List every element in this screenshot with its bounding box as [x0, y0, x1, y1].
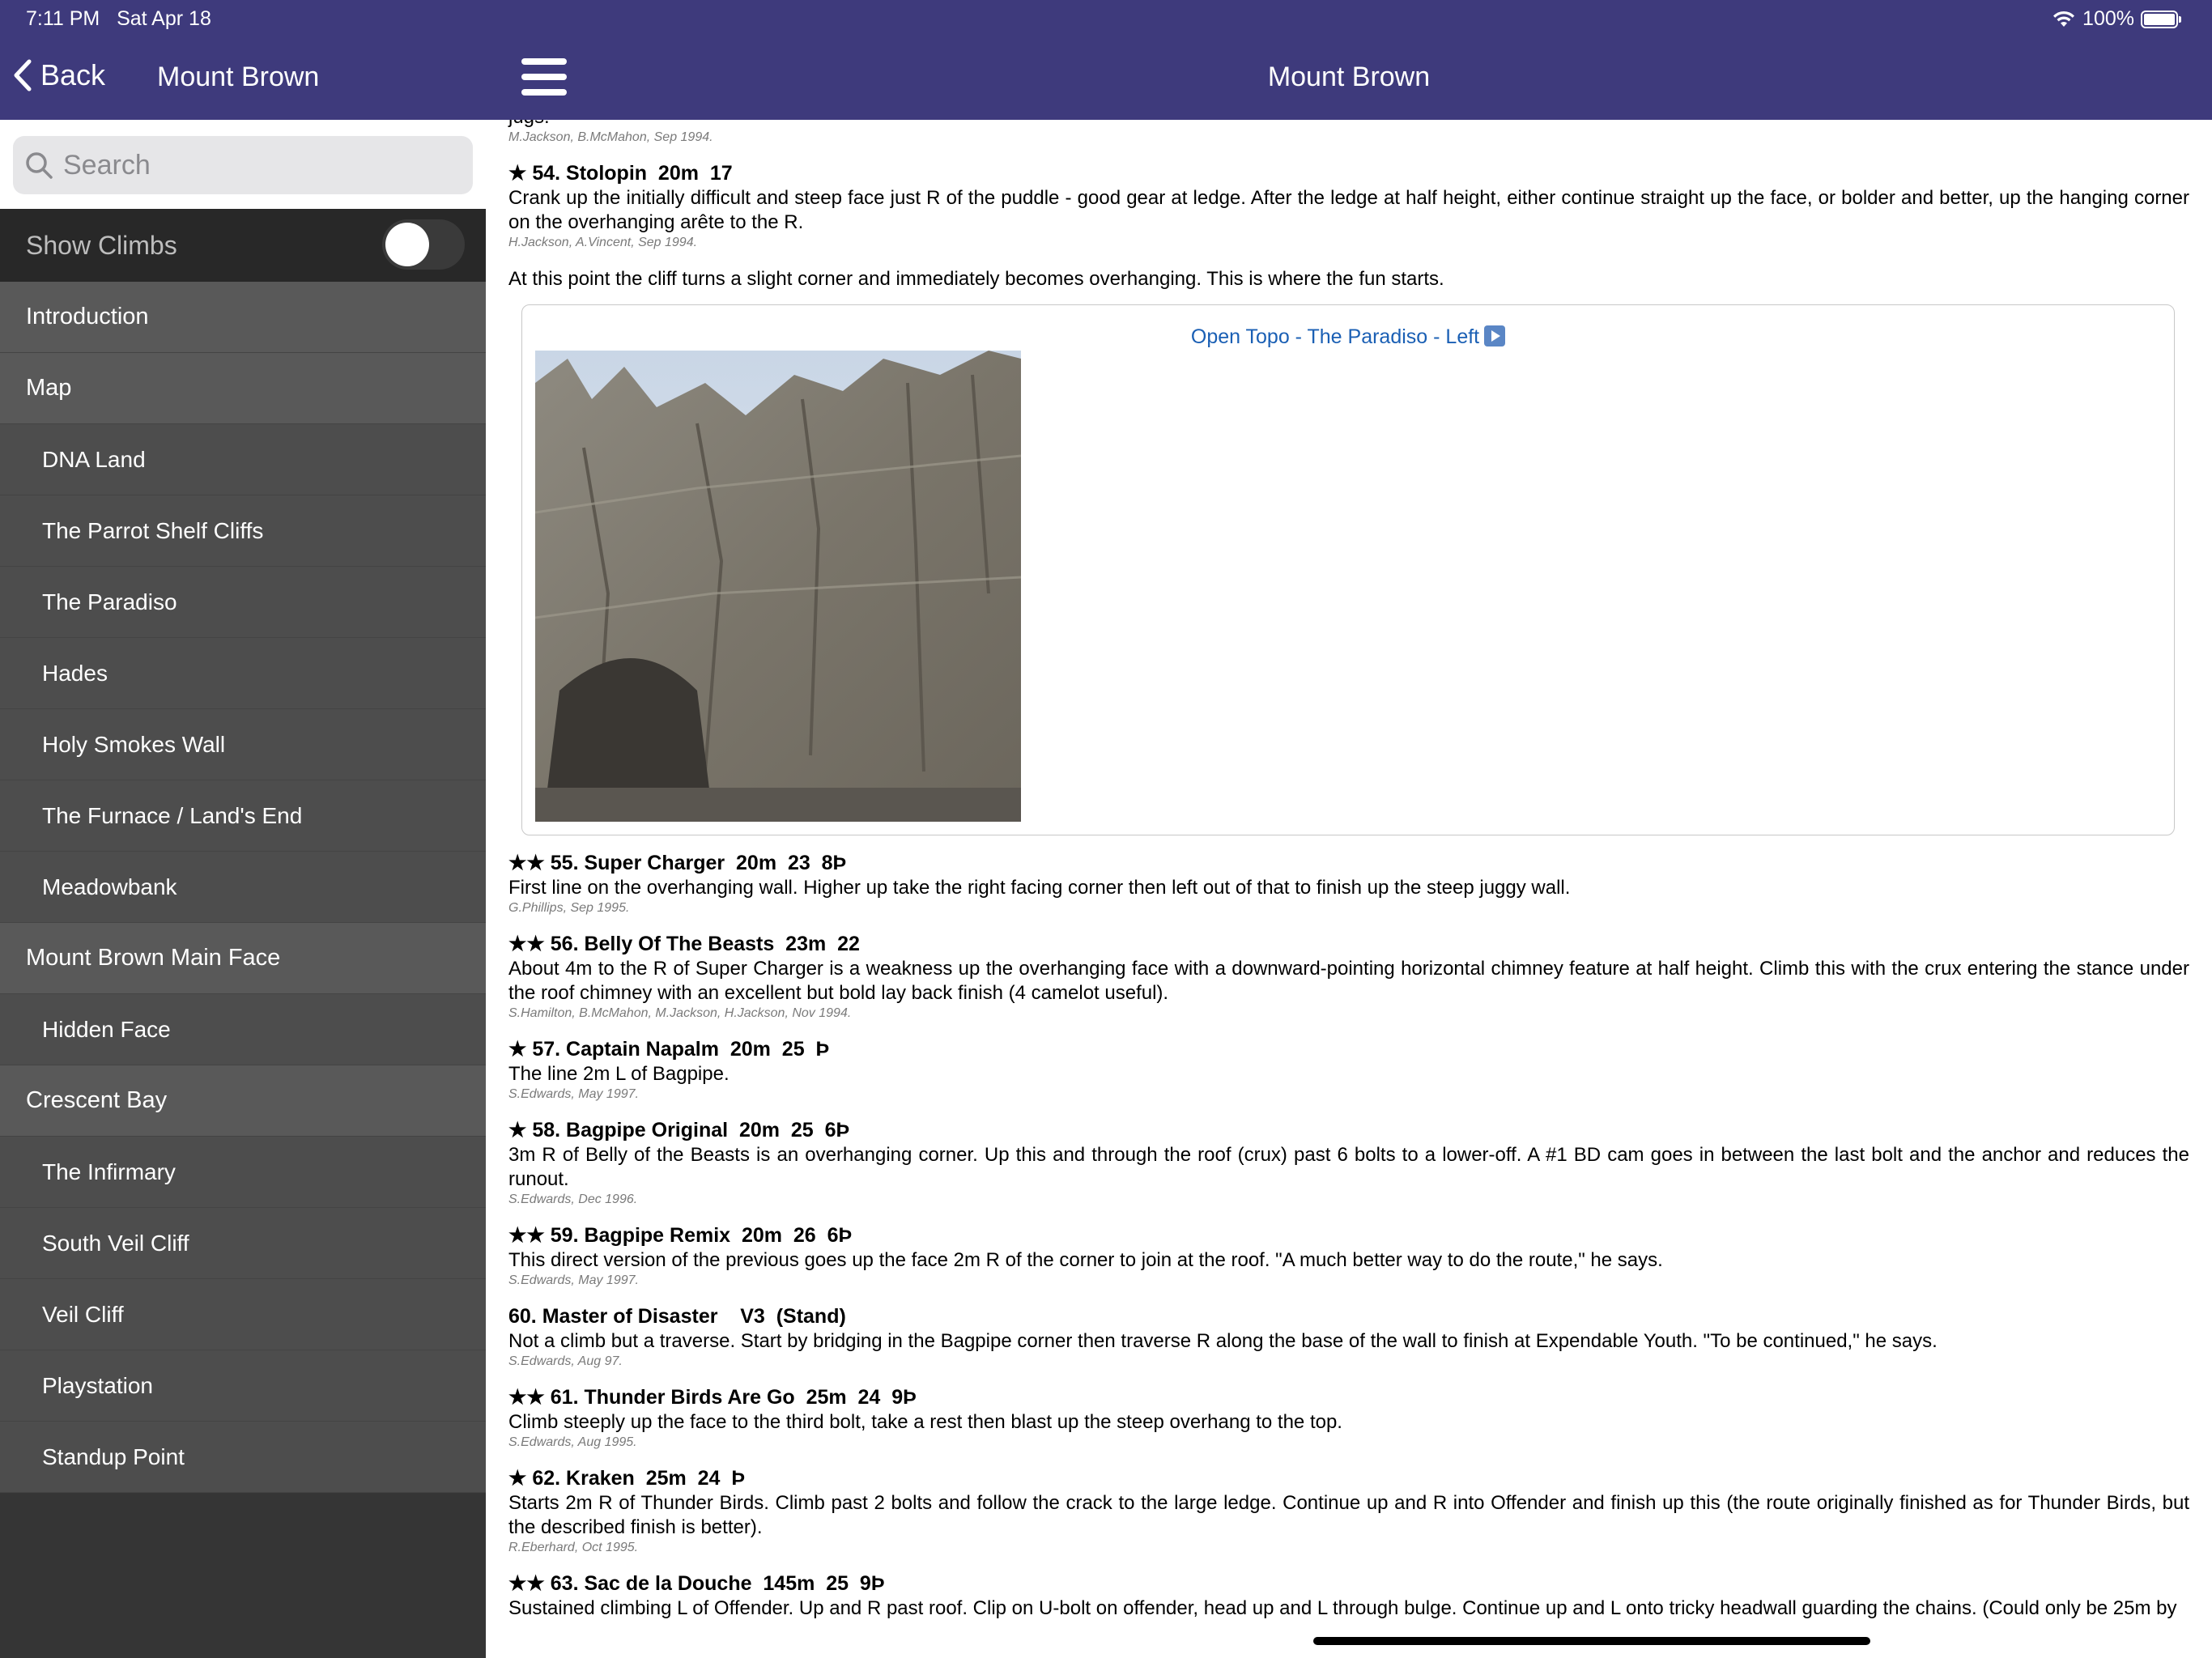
show-climbs-toggle[interactable]: [382, 219, 465, 270]
sidebar-item-label: Mount Brown Main Face: [26, 945, 281, 971]
sidebar: [0, 0, 486, 1658]
route-entry: [508, 850, 2189, 916]
route-description: Sustained climbing L of Offender. Up and R past roof. Clip on U-bolt on offender, head up and L through bulge. Continue up and L onto tricky headwall guarding the chains. (Could only be 25m by: [508, 1597, 2177, 1619]
route-title: ★ 54. Stolopin 20m 17: [508, 162, 733, 185]
route-entry-54: [508, 160, 2189, 251]
back-button[interactable]: [13, 58, 105, 92]
battery-percent: 100%: [2082, 7, 2134, 30]
sidebar-item-label: Introduction: [26, 304, 149, 329]
sidebar-item[interactable]: [0, 852, 486, 923]
sidebar-item[interactable]: [0, 1208, 486, 1279]
route-title: ★★ 61. Thunder Birds Are Go 25m 24 9Þ: [508, 1386, 917, 1409]
route-entry: [508, 1303, 2189, 1370]
sidebar-item[interactable]: [0, 923, 486, 994]
route-description: The line 2m L of Bagpipe.: [508, 1063, 730, 1085]
search-icon: [24, 151, 53, 180]
route-title: ★★ 63. Sac de la Douche 145m 25 9Þ: [508, 1572, 885, 1595]
main-panel: [486, 0, 2212, 1658]
battery-icon: [2141, 11, 2178, 28]
sidebar-item-label: Standup Point: [42, 1443, 185, 1469]
route-credit: R.Eberhard, Oct 1995.: [508, 1541, 639, 1554]
status-bar: [0, 0, 2212, 39]
route-title: ★ 62. Kraken 25m 24 Þ: [508, 1467, 746, 1490]
sidebar-item[interactable]: [0, 780, 486, 852]
play-icon: [1484, 325, 1505, 346]
route-entry: [508, 1222, 2189, 1289]
search-area: [0, 120, 486, 209]
sidebar-item-label: South Veil Cliff: [42, 1230, 189, 1256]
route-description: Not a climb but a traverse. Start by bridging in the Bagpipe corner then traverse R along the base of the wall to finish at Expendable Youth. "To be continued," he says.: [508, 1330, 1938, 1352]
sidebar-item-label: The Furnace / Land's End: [42, 802, 303, 828]
route-title: ★ 57. Captain Napalm 20m 25 Þ: [508, 1038, 830, 1061]
sidebar-item-label: The Infirmary: [42, 1158, 176, 1184]
sidebar-title: Mount Brown: [157, 62, 320, 92]
sidebar-item[interactable]: [0, 495, 486, 567]
sidebar-item-label: The Paradiso: [42, 589, 177, 614]
chevron-left-icon: [13, 59, 32, 91]
toggle-knob: [385, 223, 429, 266]
route-title: ★★ 59. Bagpipe Remix 20m 26 6Þ: [508, 1224, 853, 1247]
route-entry: [508, 1465, 2189, 1556]
route-credit: S.Edwards, May 1997.: [508, 1087, 639, 1101]
sidebar-item[interactable]: [0, 1279, 486, 1350]
route-description: Starts 2m R of Thunder Birds. Climb past 2 bolts and follow the crack to the large ledge. Continue up and R into Offender and finish up this (the route originally finished as for Thunder Birds, but the described finish is better).: [508, 1492, 2189, 1538]
search-input[interactable]: [62, 149, 453, 182]
route-credit: S.Edwards, May 1997.: [508, 1273, 639, 1287]
sidebar-item-label: Hidden Face: [42, 1016, 171, 1042]
page-title: Mount Brown: [1267, 62, 1431, 92]
guide-content: [508, 105, 2189, 1621]
sidebar-menu: [0, 282, 486, 1493]
route-credit: M.Jackson, B.McMahon, Sep 1994.: [508, 130, 713, 144]
sidebar-item-label: Hades: [42, 660, 108, 686]
sidebar-item-label: Map: [26, 375, 72, 401]
route-description: About 4m to the R of Super Charger is a weakness up the overhanging face with a downward-pointing horizontal chimney feature at half height. Climb this with the crux entering the stance under the roof chimney with an excellent but bold lay back finish (4 camelot useful).: [508, 958, 2189, 1004]
sidebar-item[interactable]: [0, 709, 486, 780]
sidebar-item-label: Veil Cliff: [42, 1301, 124, 1327]
cliff-photo[interactable]: [535, 351, 1021, 822]
route-title: ★★ 55. Super Charger 20m 23 8Þ: [508, 852, 847, 874]
back-label: Back: [40, 58, 106, 91]
status-right: [2052, 7, 2178, 31]
sidebar-item[interactable]: [0, 638, 486, 709]
route-title: 60. Master of Disaster V3 (Stand): [508, 1305, 846, 1328]
search-box[interactable]: [13, 136, 473, 194]
sidebar-item-label: Meadowbank: [42, 874, 177, 899]
route-description: Crank up the initially difficult and steep face just R of the puddle - good gear at ledge. After the ledge at half height, either continue straight up the face, or bolder and better, up the hanging corner on the overhanging arête to the R.: [508, 187, 2189, 233]
show-climbs-label: Show Climbs: [26, 231, 177, 260]
route-entry: [508, 1571, 2189, 1621]
route-description: 3m R of Belly of the Beasts is an overhanging corner. Up this and through the roof (crux) past 6 bolts to a lower-off. A #1 BD cam goes in between the last bolt and the anchor and reduces the runout.: [508, 1144, 2189, 1190]
route-entry: [508, 1384, 2189, 1451]
sidebar-item[interactable]: [0, 424, 486, 495]
sidebar-item-label: Holy Smokes Wall: [42, 731, 226, 757]
route-credit: S.Hamilton, B.McMahon, M.Jackson, H.Jackson, Nov 1994.: [508, 1006, 852, 1020]
sidebar-item[interactable]: [0, 567, 486, 638]
sidebar-item[interactable]: [0, 994, 486, 1065]
sidebar-item-label: DNA Land: [42, 446, 146, 472]
sidebar-item-label: The Parrot Shelf Cliffs: [42, 517, 264, 543]
section-paragraph: At this point the cliff turns a slight corner and immediately becomes overhanging. This is where the fun starts.: [508, 268, 1444, 290]
topo-box: [521, 304, 2175, 835]
route-entry: [508, 1117, 2189, 1208]
home-indicator[interactable]: [1313, 1637, 1870, 1645]
route-credit: S.Edwards, Dec 1996.: [508, 1192, 638, 1206]
show-climbs-row: [0, 209, 486, 282]
status-time: 7:11 PM Sat Apr 18: [26, 7, 211, 30]
route-entry: [508, 1036, 2189, 1103]
route-credit: S.Edwards, Aug 1995.: [508, 1435, 637, 1449]
sidebar-item-label: Playstation: [42, 1372, 153, 1398]
route-list: [508, 850, 2189, 1621]
sidebar-item[interactable]: [0, 1065, 486, 1137]
sidebar-item[interactable]: [0, 1137, 486, 1208]
sidebar-item[interactable]: [0, 1350, 486, 1422]
sidebar-item[interactable]: [0, 282, 486, 353]
route-credit: G.Phillips, Sep 1995.: [508, 901, 630, 915]
route-entry: [508, 931, 2189, 1022]
route-description: Climb steeply up the face to the third bolt, take a rest then blast up the steep overhang to the top.: [508, 1411, 1342, 1433]
route-description: First line on the overhanging wall. Higher up take the right facing corner then left out of that to finish up the steep juggy wall.: [508, 877, 1571, 899]
route-title: ★ 58. Bagpipe Original 20m 25 6Þ: [508, 1119, 850, 1141]
wifi-icon: [2052, 11, 2076, 28]
open-topo-link[interactable]: Open Topo - The Paradiso - Left: [522, 325, 2174, 349]
sidebar-item-label: Crescent Bay: [26, 1087, 168, 1113]
route-description: This direct version of the previous goes up the face 2m R of the corner to join at the roof. "A much better way to do the route," he says.: [508, 1249, 1663, 1271]
sidebar-item[interactable]: [0, 1422, 486, 1493]
route-credit: S.Edwards, Aug 97.: [508, 1354, 623, 1368]
route-credit: H.Jackson, A.Vincent, Sep 1994.: [508, 236, 698, 249]
sidebar-item[interactable]: [0, 353, 486, 424]
route-title: ★★ 56. Belly Of The Beasts 23m 22: [508, 933, 860, 955]
